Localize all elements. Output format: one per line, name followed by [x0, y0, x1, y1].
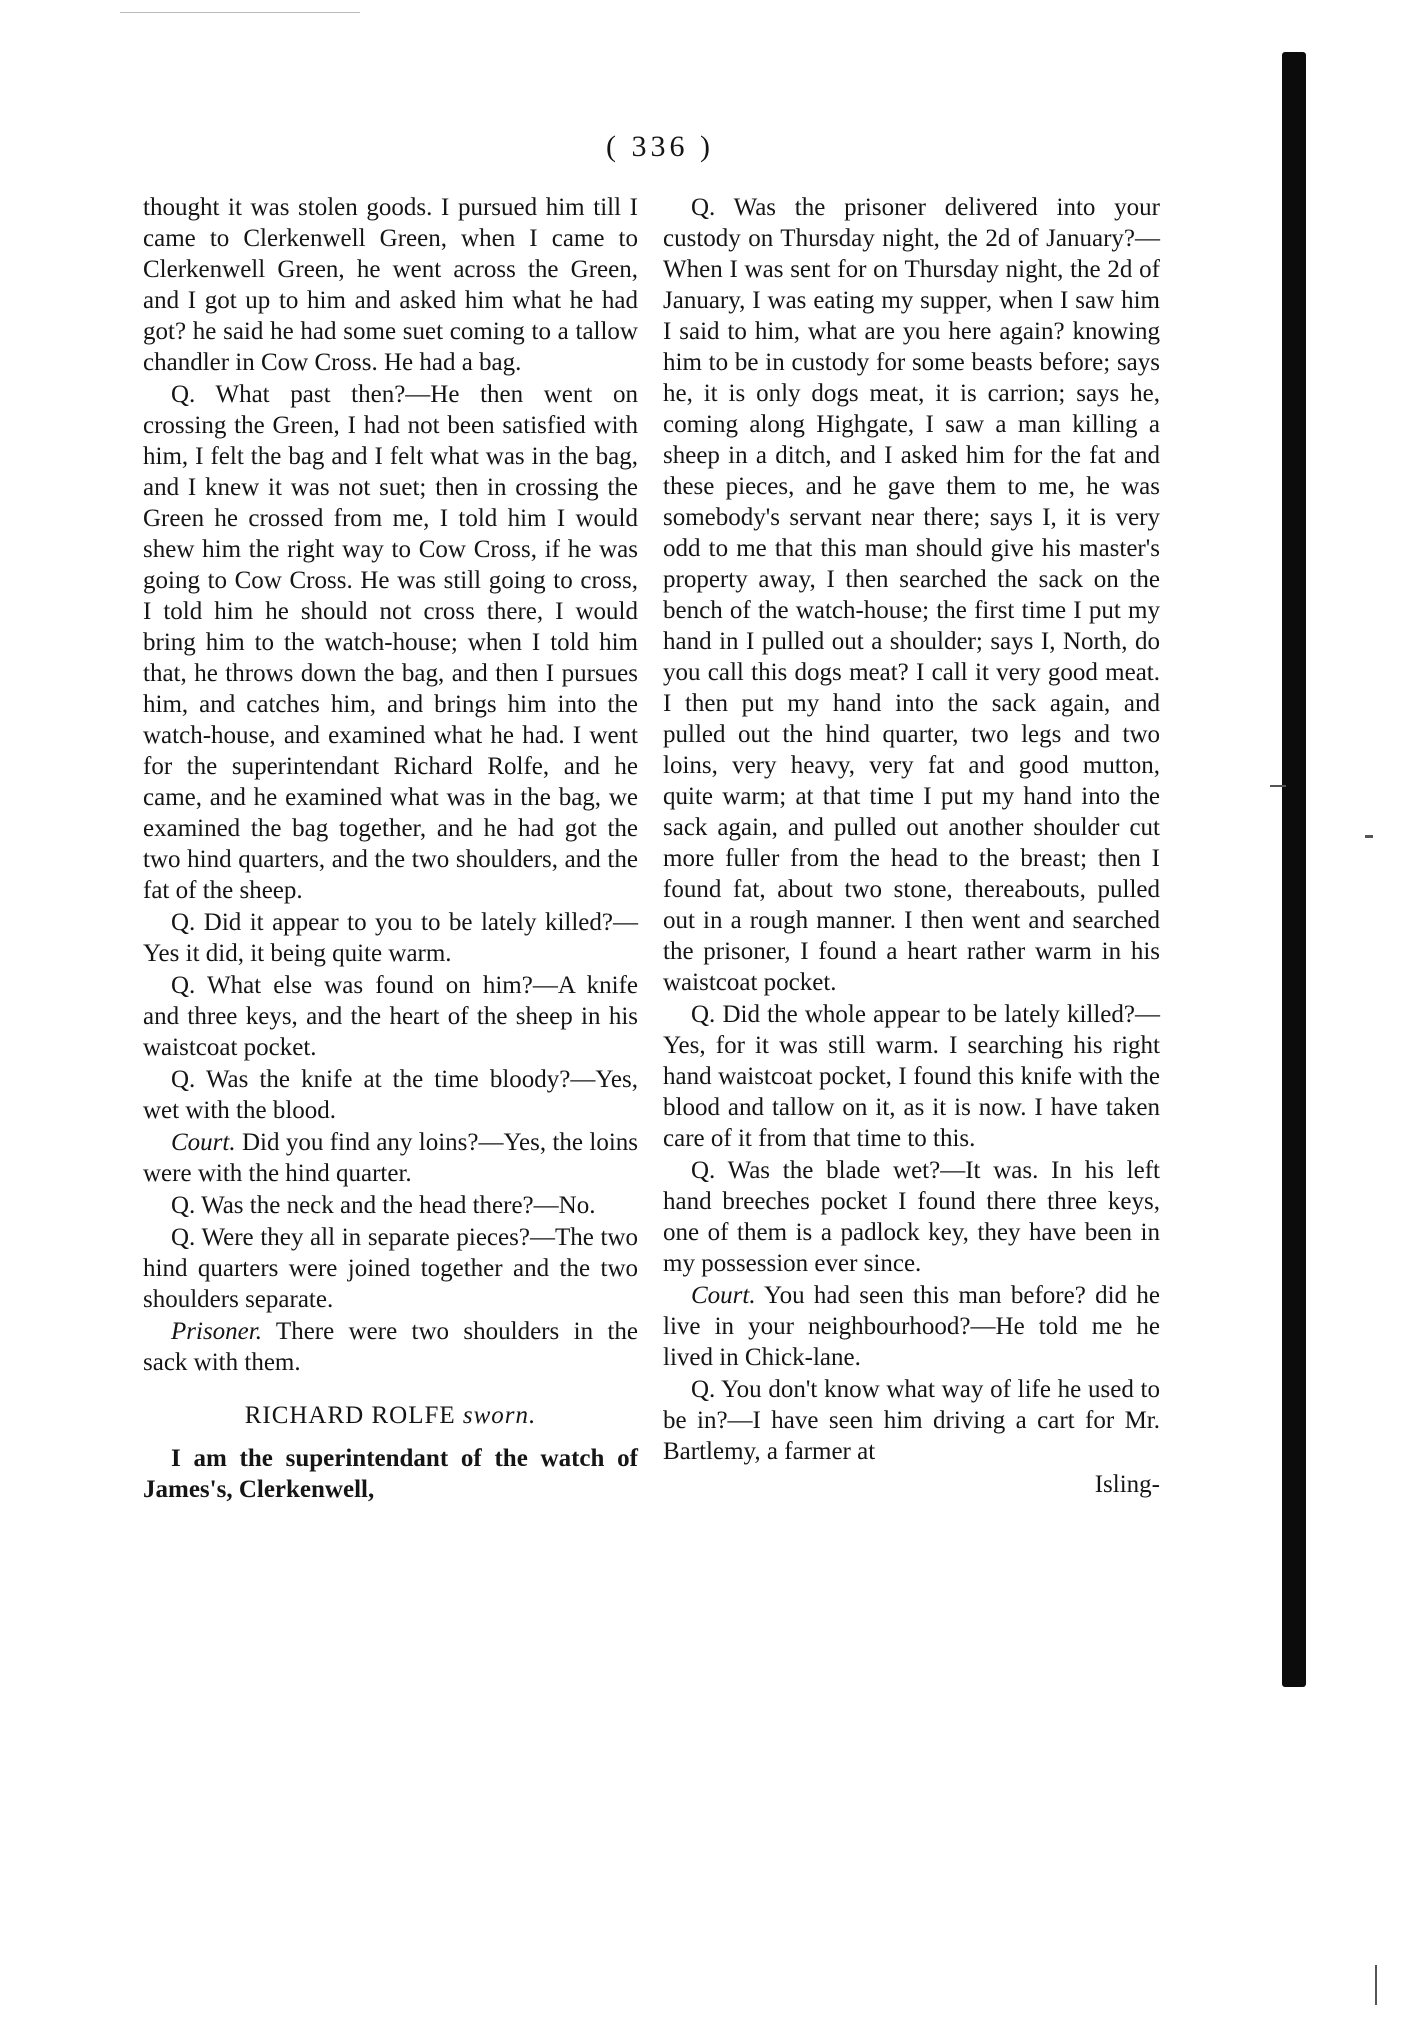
paragraph: Q. You don't know what way of life he used to be in?—I have seen him driving a cart for Mr. Bartlemy, a farmer at — [663, 1376, 1160, 1465]
scan-mark — [1375, 1965, 1377, 2005]
paragraph-text: Did you find any loins?—Yes, the loins were with the hind quarter. — [143, 1129, 638, 1187]
court-paragraph — [663, 1280, 1160, 1373]
prisoner-paragraph — [143, 1316, 638, 1378]
sworn-label: sworn. — [462, 1402, 537, 1429]
paragraph: Q. Was the prisoner delivered into your custody on Thursday night, the 2d of January?—When I was sent for on Thursday night, the 2d of January, I was eating my supper, when I saw him I said to him, what are you here again? knowing him to be in custody for some beasts before; says he, it is only dogs meat, it is carrion; says he, coming along Highgate, I saw a man killing a sheep in a ditch, and I asked him for the fat and these pieces, and he gave them to me, he was somebody's servant near there; says I, it is very odd to me that this man should give his master's property away, I then searched the sack on the bench of the watch-house; the first time I put my hand in I pulled out a shoulder; says I, North, do you call this dogs meat? I call it very good meat. I then put my hand into the sack again, and pulled out the hind quarter, two legs and two loins, very heavy, very fat and good mutton, quite warm; at that time I put my hand into the sack again, and pulled out another shoulder cut more fuller from the head to the breast; then I found fat, about two stone, thereabouts, pulled out in a rough manner. I then went and searched the prisoner, I found a heart rather warm in his waistcoat pocket. — [663, 194, 1160, 996]
witness-name: RICHARD ROLFE — [244, 1402, 456, 1429]
scan-mark — [120, 12, 360, 13]
court-paragraph — [143, 1127, 638, 1189]
paragraph: Q. Was the blade wet?—It was. In his left hand breeches pocket I found there three keys, one of them is a padlock key, they have been in my possession ever since. — [663, 1157, 1160, 1277]
right-column — [663, 192, 1160, 1500]
paragraph: Q. What past then?—He then went on crossing the Green, I had not been satisfied with him, I felt the bag and I felt what was in the bag, and I knew it was not suet; then in crossing the Green he crossed from me, I told him I would shew him the right way to Cow Cross, if he was going to Cow Cross. He was still going to cross, I told him he should not cross there, I would bring him to the watch-house; when I told him that, he throws down the bag, and then I pursues him, and catches him, and brings him into the watch-house, and examined what he had. I went for the superintendant Richard Rolfe, and he came, and he examined what was in the bag, we examined the bag together, and he had got the two hind quarters, and the two shoulders, and the fat of the sheep. — [143, 381, 638, 904]
paragraph-text: There were two shoulders in the sack with them. — [143, 1318, 638, 1376]
speaker-label: Court. — [691, 1282, 756, 1309]
paragraph: Q. Was the knife at the time bloody?—Yes, wet with the blood. — [143, 1066, 638, 1124]
paragraph: Q. Did the whole appear to be lately killed?—Yes, for it was still warm. I searching his right hand waistcoat pocket, I found this knife with the blood and tallow on it, as it is now. I have taken care of it from that time to this. — [663, 1001, 1160, 1152]
paragraph: thought it was stolen goods. I pursued him till I came to Clerkenwell Green, when I came to Clerkenwell Green, he went across the Green, and I got up to him and asked him what he had got? he said he had some suet coming to a tallow chandler in Cow Cross. He had a bag. — [143, 194, 638, 376]
catchword: Isling- — [1094, 1471, 1160, 1498]
speaker-label: Court. — [171, 1129, 236, 1156]
speaker-label: Prisoner. — [171, 1318, 262, 1345]
paragraph: Q. What else was found on him?—A knife and three keys, and the heart of the sheep in his waistcoat pocket. — [143, 972, 638, 1061]
paragraph: Q. Was the neck and the head there?—No. — [171, 1192, 596, 1219]
paragraph-text: You had seen this man before? did he live in your neighbourhood?—He told me he lived in Chick-lane. — [663, 1282, 1160, 1371]
paragraph: Q. Were they all in separate pieces?—The two hind quarters were joined together and the two shoulders separate. — [143, 1224, 638, 1313]
paragraph: Q. Did it appear to you to be lately killed?—Yes it did, it being quite warm. — [143, 909, 638, 967]
paragraph: I am the superintendant of the watch of James's, Clerkenwell, — [143, 1445, 638, 1503]
witness-heading — [143, 1400, 638, 1431]
page-edge-rule — [1282, 52, 1306, 1687]
scan-mark — [1365, 835, 1373, 838]
scan-mark — [1270, 785, 1286, 787]
page-number: ( 336 ) — [606, 130, 714, 163]
left-column — [143, 192, 638, 1506]
